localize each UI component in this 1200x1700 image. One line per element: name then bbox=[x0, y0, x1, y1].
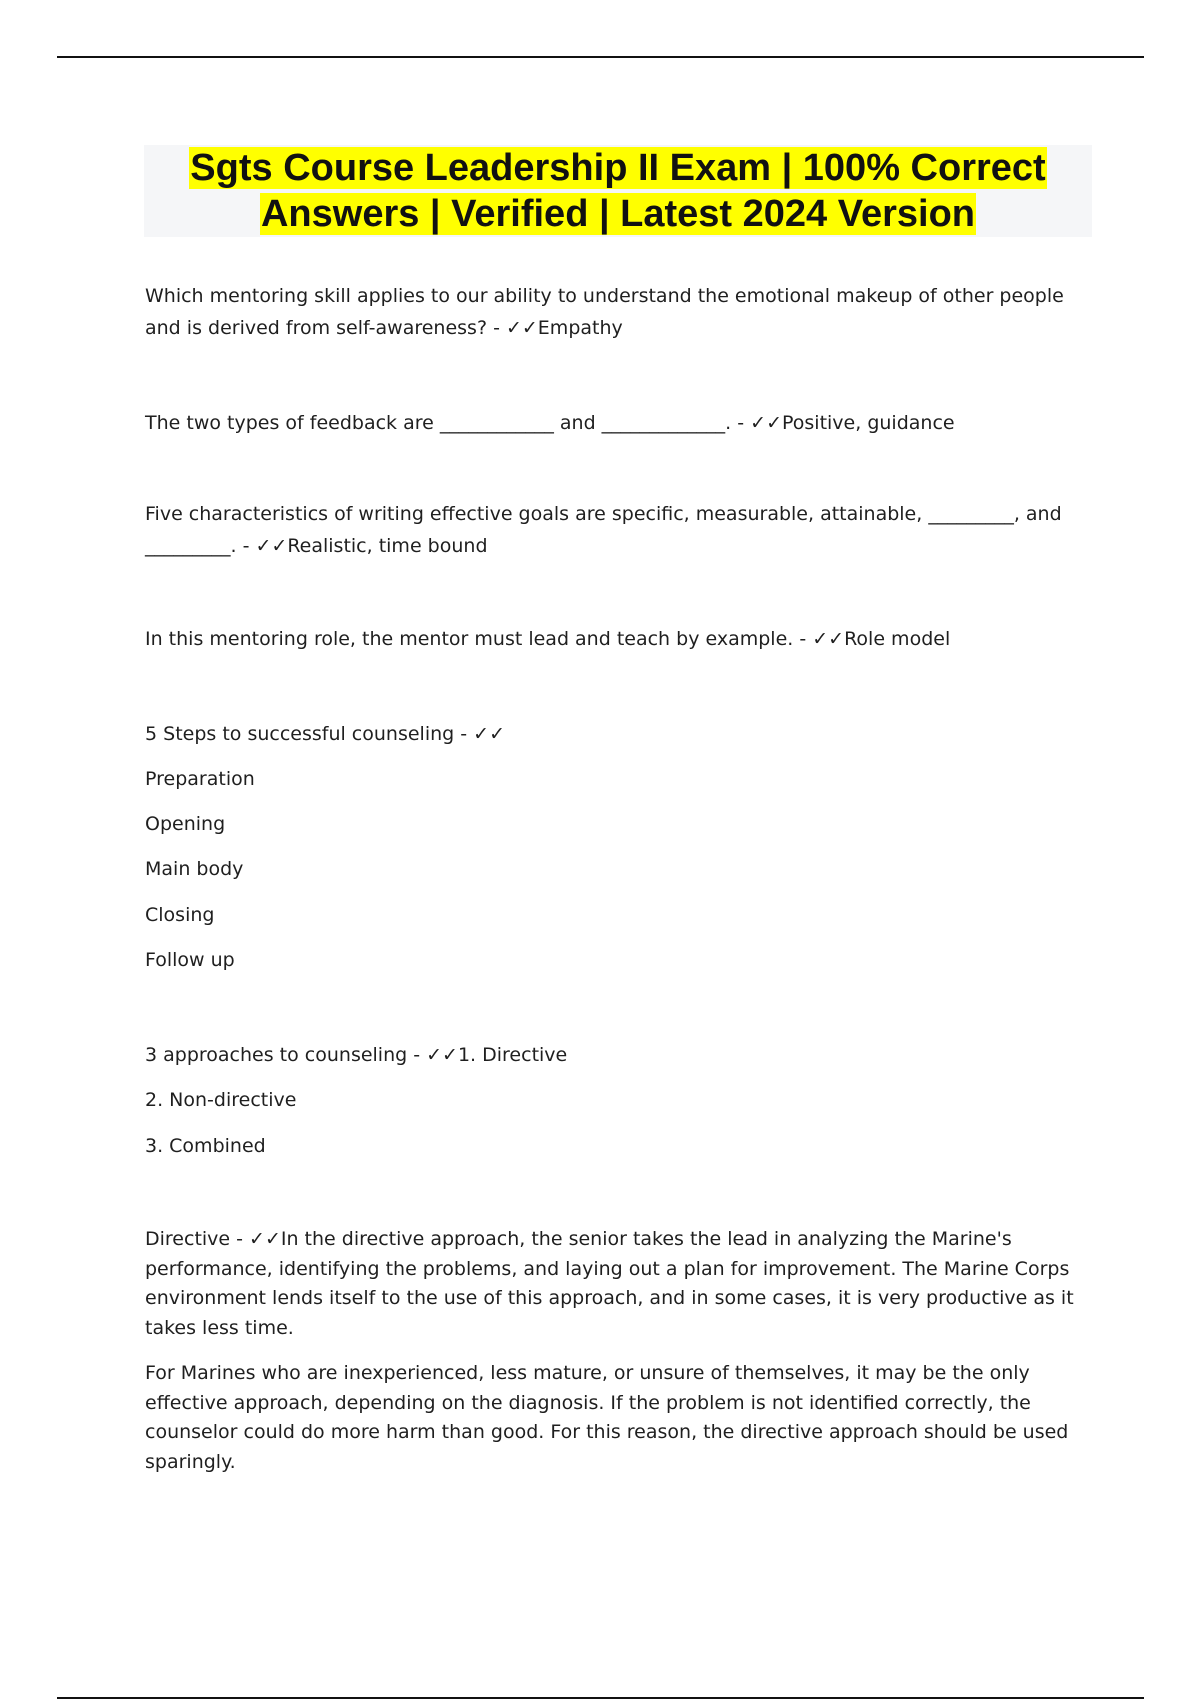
title-block bbox=[144, 145, 1092, 237]
counseling-steps-heading: 5 Steps to successful counseling - ✓✓ bbox=[145, 723, 505, 745]
counseling-step: Follow up bbox=[145, 949, 235, 971]
directive-paragraph: Directive - ✓✓In the directive approach, the senior takes the lead in analyzing the Marine's performance, identifying the problems, and laying out a plan for improvement. The Marine Corps environment lends itself to the use of this approach, and in some cases, it is very productive as it takes less time. bbox=[145, 1228, 1074, 1339]
approaches-heading: 3 approaches to counseling - ✓✓1. Directive bbox=[145, 1044, 568, 1066]
counseling-step: Main body bbox=[145, 858, 244, 880]
counseling-step: Closing bbox=[145, 904, 215, 926]
directive-paragraph: For Marines who are inexperienced, less mature, or unsure of themselves, it may be the only effective approach, depending on the diagnosis. If the problem is not identified correctly, the counselor could do more harm than good. For this reason, the directive approach should be used sparingly. bbox=[145, 1362, 1069, 1473]
top-rule bbox=[57, 56, 1144, 58]
approach-item: 2. Non-directive bbox=[145, 1089, 297, 1111]
counseling-step: Opening bbox=[145, 813, 226, 835]
approach-item: 3. Combined bbox=[145, 1135, 266, 1157]
qa-item-empathy: Which mentoring skill applies to our ability to understand the emotional makeup of other people and is derived from self-awareness? - ✓✓Empathy bbox=[145, 285, 1064, 339]
bottom-rule bbox=[57, 1697, 1144, 1699]
qa-item-role-model: In this mentoring role, the mentor must lead and teach by example. - ✓✓Role model bbox=[145, 628, 951, 650]
document-title bbox=[144, 145, 1092, 237]
document-title-highlight: Sgts Course Leadership II Exam | 100% Correct Answers | Verified | Latest 2024 Version bbox=[190, 147, 1046, 235]
qa-item-goals: Five characteristics of writing effective goals are specific, measurable, attainable, _________, and _________. - ✓✓Realistic, time bound bbox=[145, 503, 1062, 557]
counseling-step: Preparation bbox=[145, 768, 255, 790]
qa-item-feedback: The two types of feedback are ____________ and _____________. - ✓✓Positive, guidance bbox=[145, 412, 955, 434]
